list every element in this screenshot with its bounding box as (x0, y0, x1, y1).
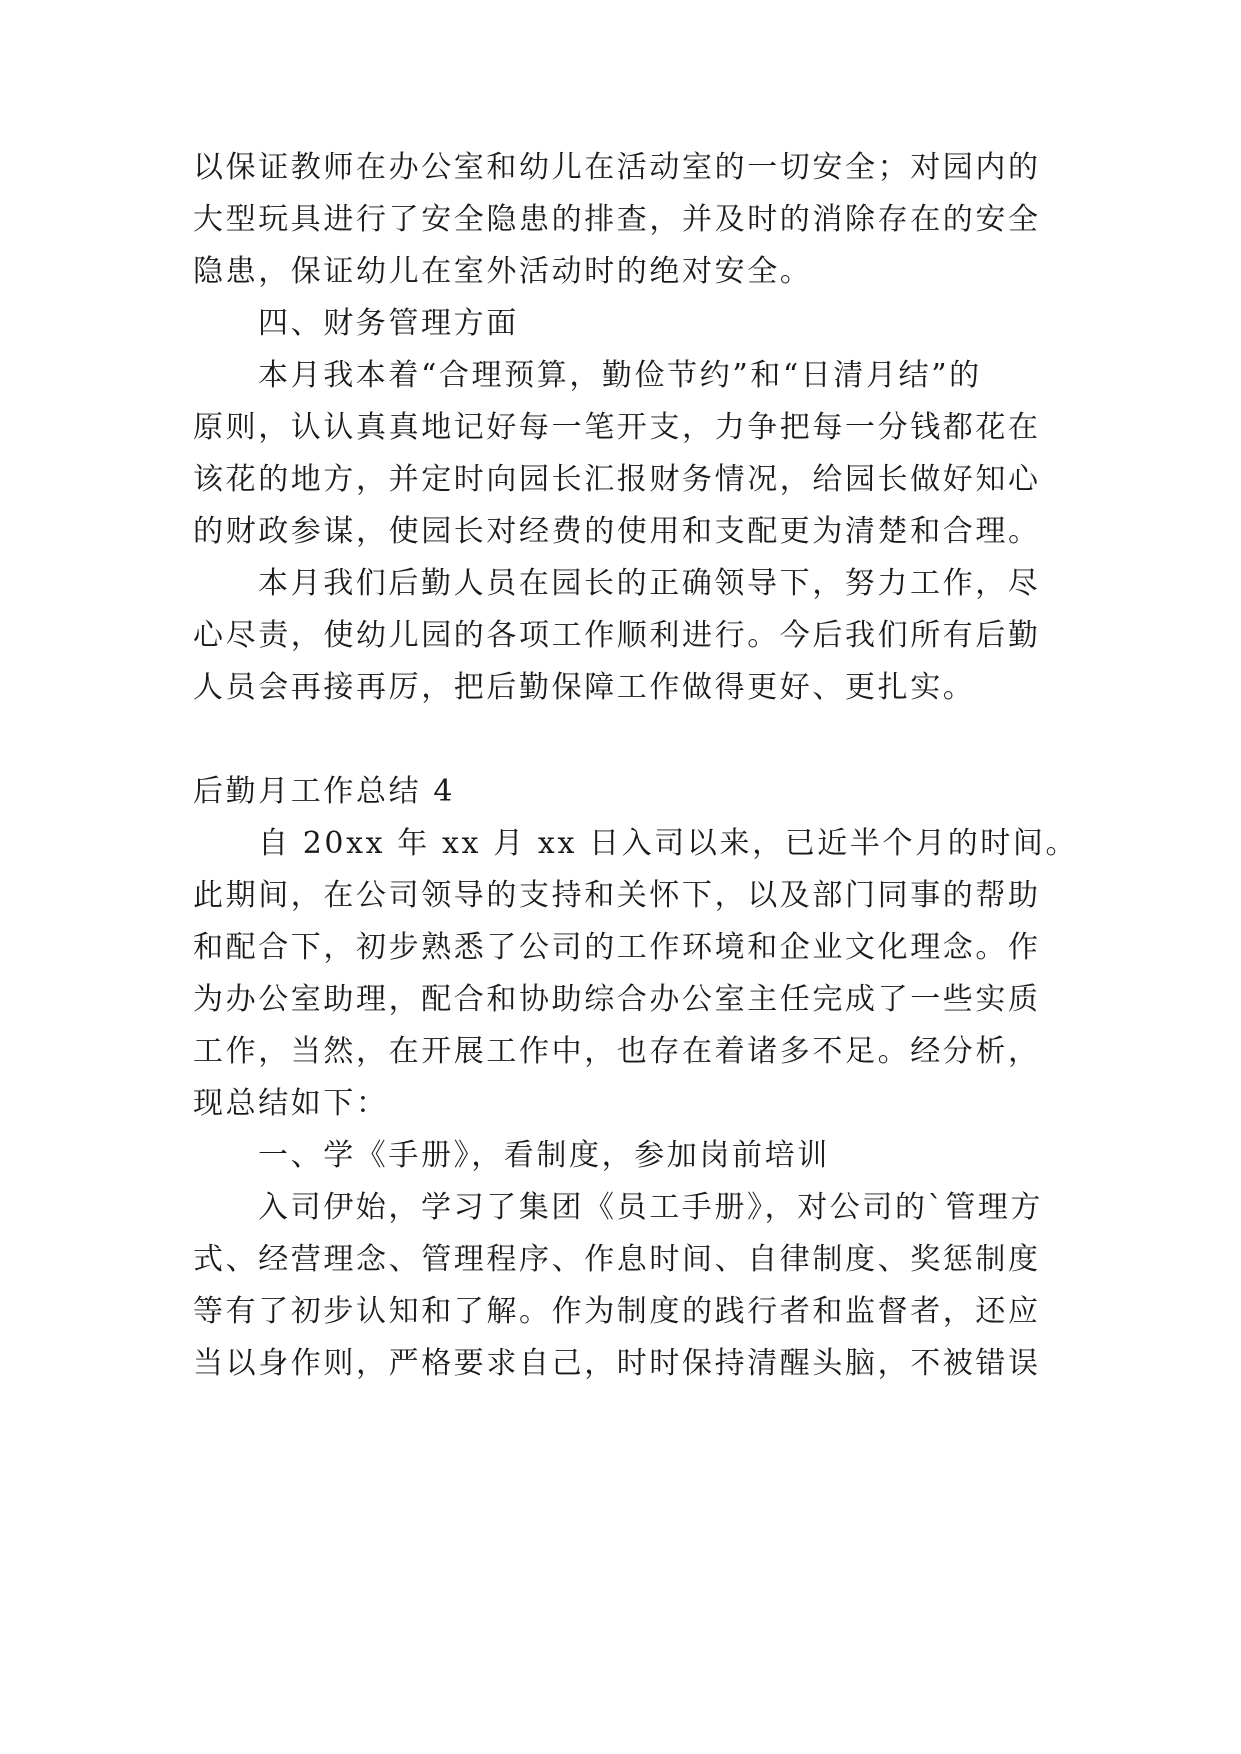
text-line: 原则，认认真真地记好每一笔开支，力争把每一分钱都花在 (193, 410, 1041, 445)
text-line: 本月我们后勤人员在园长的正确领导下，努力工作，尽 (258, 566, 1041, 601)
text-line: 和配合下，初步熟悉了公司的工作环境和企业文化理念。作 (193, 930, 1041, 965)
text-line: 隐患，保证幼儿在室外活动时的绝对安全。 (193, 254, 813, 289)
text-line: 式、经营理念、管理程序、作息时间、自律制度、奖惩制度 (193, 1242, 1041, 1277)
text-line: 以保证教师在办公室和幼儿在活动室的一切安全；对园内的 (193, 150, 1041, 185)
text-line: 此期间，在公司领导的支持和关怀下，以及部门同事的帮助 (193, 878, 1041, 913)
text-line: 自 20xx 年 xx 月 xx 日入司以来，已近半个月的时间。 (258, 826, 1079, 861)
text-line: 等有了初步认知和了解。作为制度的践行者和监督者，还应 (193, 1294, 1041, 1329)
text-line: 本月我本着“合理预算，勤俭节约”和“日清月结”的 (258, 358, 982, 393)
text-line: 入司伊始，学习了集团《员工手册》，对公司的`管理方 (258, 1190, 1043, 1225)
text-line: 的财政参谋，使园长对经费的使用和支配更为清楚和合理。 (193, 514, 1041, 549)
text-line: 现总结如下： (193, 1086, 389, 1121)
section-heading: 一、学《手册》，看制度，参加岗前培训 (258, 1138, 830, 1173)
text-line: 当以身作则，严格要求自己，时时保持清醒头脑，不被错误 (193, 1346, 1041, 1381)
text-line: 为办公室助理，配合和协助综合办公室主任完成了一些实质 (193, 982, 1041, 1017)
text-line: 工作，当然，在开展工作中，也存在着诸多不足。经分析， (193, 1034, 1041, 1069)
section-title: 后勤月工作总结 4 (193, 774, 456, 809)
text-line: 大型玩具进行了安全隐患的排查，并及时的消除存在的安全 (193, 202, 1041, 237)
text-line: 人员会再接再厉，把后勤保障工作做得更好、更扎实。 (193, 670, 976, 705)
section-heading: 四、财务管理方面 (258, 306, 519, 341)
text-line: 该花的地方，并定时向园长汇报财务情况，给园长做好知心 (193, 462, 1041, 497)
text-line: 心尽责，使幼儿园的各项工作顺利进行。今后我们所有后勤 (193, 618, 1041, 653)
